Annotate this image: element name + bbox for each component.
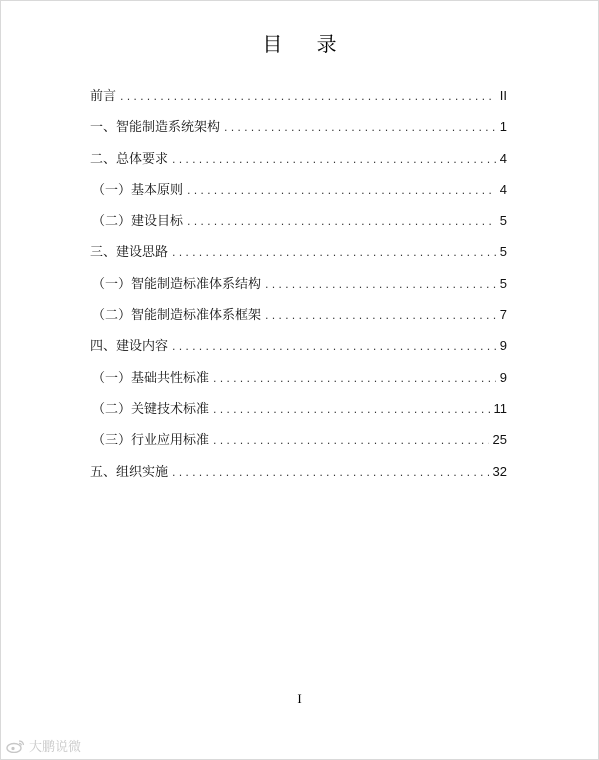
toc-entry-page: II [499, 88, 507, 103]
toc-entry-label: （二）建设目标 [92, 214, 184, 230]
toc-entry[interactable] [90, 274, 507, 305]
toc-entry-label: 一、智能制造系统架构 [90, 120, 221, 136]
toc-dot-leader [172, 150, 496, 170]
toc-entry[interactable] [90, 149, 507, 180]
toc-dot-leader [187, 212, 496, 232]
toc-entry[interactable] [90, 399, 507, 430]
toc-entry[interactable] [90, 462, 507, 493]
toc-entry-label: 三、建设思路 [90, 245, 169, 261]
toc-entry-label: （二）关键技术标准 [92, 401, 210, 417]
toc-entry[interactable] [90, 86, 507, 117]
toc-entry[interactable] [90, 117, 507, 148]
toc-dot-leader [224, 118, 496, 138]
toc-entry-page: 1 [499, 119, 507, 135]
watermark [6, 736, 81, 755]
toc-entry-page: 11 [493, 400, 507, 416]
toc-entry-label: 二、总体要求 [90, 151, 169, 167]
toc-entry-label: （一）基础共性标准 [92, 370, 210, 386]
toc-entry[interactable] [90, 336, 507, 367]
toc-entry[interactable] [90, 242, 507, 273]
toc-entry-page: 4 [499, 150, 507, 166]
toc-entry[interactable] [90, 430, 507, 461]
toc-dot-leader [120, 87, 496, 107]
toc-entry-label: （一）智能制造标准体系结构 [92, 276, 262, 292]
toc-entry-page: 4 [499, 181, 507, 197]
toc-entry-page: 32 [492, 463, 507, 479]
toc-dot-leader [172, 337, 496, 357]
toc-dot-leader [213, 400, 489, 420]
toc-dot-leader [172, 243, 496, 263]
toc-entry-label: 前言 [90, 89, 117, 104]
toc-entry-label: （一）基本原则 [92, 182, 184, 198]
toc-entry-page: 9 [499, 338, 507, 354]
toc-entry[interactable] [90, 305, 507, 336]
toc-entry-label: 四、建设内容 [90, 339, 169, 355]
toc-list [90, 86, 507, 493]
weibo-icon [6, 739, 26, 753]
toc-entry-page: 5 [499, 213, 507, 229]
toc-entry[interactable] [90, 368, 507, 399]
toc-entry[interactable] [90, 211, 507, 242]
toc-entry-page: 9 [499, 369, 507, 385]
toc-dot-leader [265, 275, 496, 295]
page-number: I [297, 691, 302, 706]
toc-entry-page: 25 [492, 432, 507, 448]
toc-dot-leader [187, 181, 496, 201]
toc-entry-label: （二）智能制造标准体系框架 [92, 308, 262, 324]
toc-entry[interactable] [90, 180, 507, 211]
toc-entry-page: 5 [499, 275, 507, 291]
toc-title: 目 录 [262, 32, 351, 56]
toc-dot-leader [265, 306, 496, 326]
toc-dot-leader [213, 369, 496, 389]
toc-entry-label: （三）行业应用标准 [92, 433, 210, 449]
watermark-text: 大鹏说微 [29, 740, 82, 755]
toc-entry-page: 5 [499, 244, 507, 260]
toc-dot-leader [213, 431, 489, 451]
toc-entry-label: 五、组织实施 [90, 464, 169, 480]
toc-entry-page: 7 [499, 307, 507, 323]
toc-dot-leader [172, 463, 489, 483]
